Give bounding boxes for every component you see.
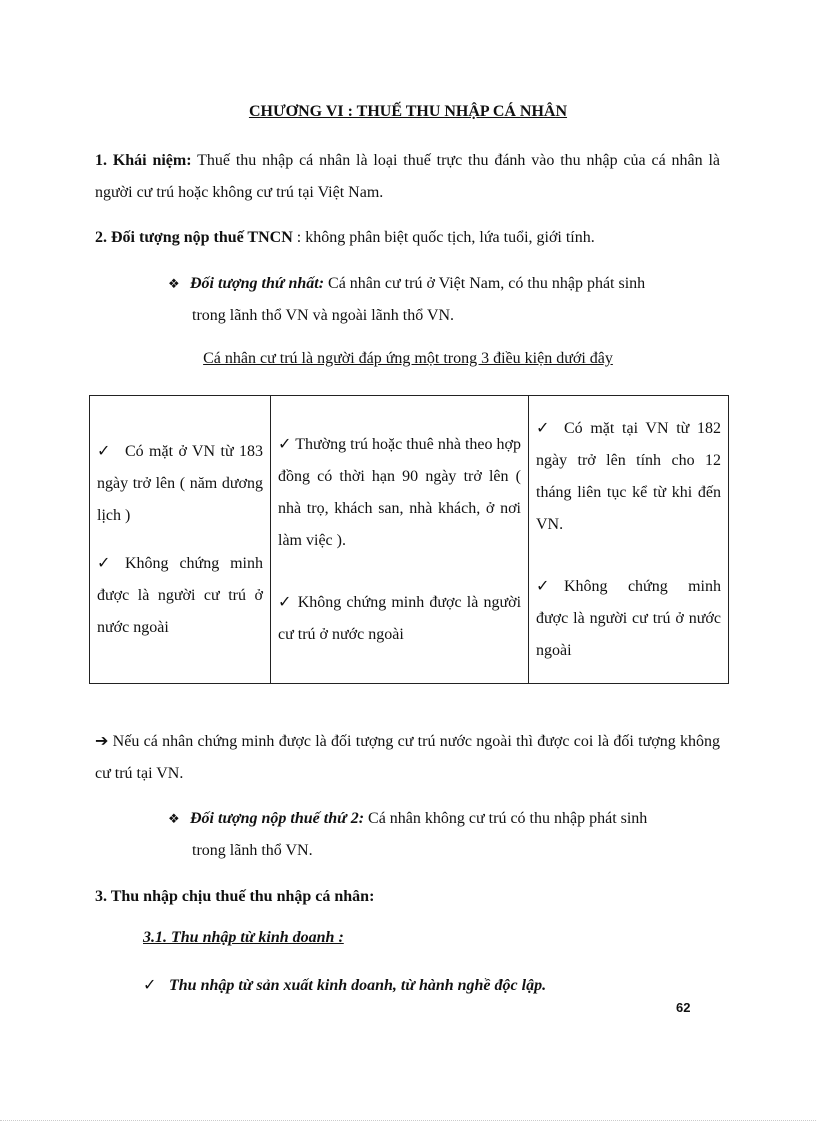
taxable-income-heading: 3. Thu nhập chịu thuế thu nhập cá nhân: — [95, 888, 375, 905]
concept-label: 1. Khái niệm: — [95, 152, 192, 169]
condition-1a: ✓ Có mặt ở VN từ 183 ngày trở lên ( năm dương lịch ) — [97, 436, 263, 532]
condition-2b: ✓ Không chứng minh được là người cư trú ở nước ngoài — [278, 593, 522, 643]
check-icon: ✓ — [97, 554, 111, 572]
first-subject-line2: trong lãnh thổ VN và ngoài lãnh thổ VN. — [192, 307, 455, 324]
business-income-heading: 3.1. Thu nhập từ kinh doanh : — [143, 929, 344, 946]
condition-1b: ✓ Không chứng minh được là người cư trú ở nước ngoài — [97, 548, 263, 644]
second-subject-label: Đối tượng nộp thuế thứ 2: — [190, 810, 365, 827]
condition-2a: ✓ Thường trú hoặc thuê nhà theo hợp đồng có thời hạn 90 ngày trở lên ( nhà trọ, khách san, nhà khách, ở nơi làm việc ). — [278, 435, 522, 549]
page-number: 62 — [676, 1000, 691, 1015]
taxpayer-paragraph — [95, 222, 720, 254]
diamond-bullet-icon: ❖ — [168, 276, 180, 291]
first-subject-bullet — [168, 268, 720, 332]
condition-3b: ✓ Không chứng minh được là người cư trú ở nước ngoài — [536, 571, 721, 667]
check-icon: ✓ — [97, 442, 111, 460]
taxpayer-text: : không phân biệt quốc tịch, lứa tuổi, giới tính. — [292, 229, 595, 246]
check-icon: ✓ — [278, 435, 292, 453]
check-icon: ✓ — [536, 419, 550, 437]
condition-heading: Cá nhân cư trú là người đáp ứng một trong 3 điều kiện dưới đây — [203, 350, 613, 367]
check-icon: ✓ — [536, 577, 550, 595]
page-bottom-divider — [0, 1120, 816, 1121]
condition-cell-3 — [529, 396, 729, 684]
taxpayer-label: 2. Đối tượng nộp thuế TNCN — [95, 229, 293, 246]
conditions-table — [89, 395, 729, 684]
non-resident-note — [95, 726, 720, 790]
first-subject-line1: Cá nhân cư trú ở Việt Nam, có thu nhập phát sinh — [324, 275, 646, 292]
second-subject-bullet — [168, 803, 720, 867]
first-subject-label: Đối tượng thứ nhất: — [190, 275, 325, 292]
business-income-item — [143, 975, 546, 995]
check-icon: ✓ — [278, 593, 293, 611]
condition-cell-2 — [271, 396, 529, 684]
condition-3a: ✓ Có mặt tại VN từ 182 ngày trở lên tính cho 12 tháng liên tục kể từ khi đến VN. — [536, 413, 721, 541]
second-subject-line2: trong lãnh thổ VN. — [192, 842, 313, 859]
check-icon: ✓ — [143, 977, 157, 994]
concept-paragraph — [95, 145, 720, 209]
second-subject-line1: Cá nhân không cư trú có thu nhập phát sinh — [364, 810, 648, 827]
concept-text: Thuế thu nhập cá nhân là loại thuế trực thu đánh vào thu nhập của cá nhân là người cư trú hoặc không cư trú tại Việt Nam. — [95, 152, 721, 201]
note-text: Nếu cá nhân chứng minh được là đối tượng cư trú nước ngoài thì được coi là đối tượng không cư trú tại VN. — [95, 733, 720, 782]
arrow-right-icon: ➔ — [95, 733, 109, 750]
business-income-text: Thu nhập từ sản xuất kinh doanh, từ hành nghề độc lập. — [169, 977, 547, 994]
diamond-bullet-icon: ❖ — [168, 811, 180, 826]
condition-cell-1 — [90, 396, 271, 684]
page-title: CHƯƠNG VI : THUẾ THU NHẬP CÁ NHÂN — [248, 103, 568, 120]
